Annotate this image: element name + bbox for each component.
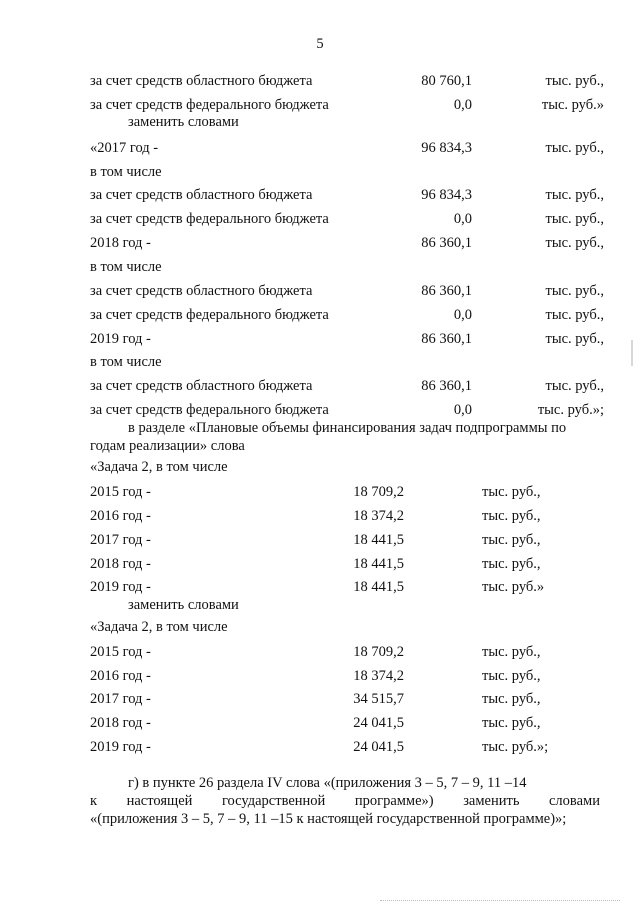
row-unit: тыс. руб.,: [545, 307, 604, 323]
row-unit: тыс. руб.,: [545, 235, 604, 251]
row-label: за счет средств федерального бюджета: [90, 402, 329, 418]
row-unit: тыс. руб.,: [482, 532, 541, 548]
row-unit: тыс. руб.,: [482, 691, 541, 707]
row-label: 2016 год -: [90, 668, 151, 684]
replace-line: [0, 596, 640, 614]
old-year-row: [0, 531, 640, 549]
replace-words-text: заменить словами: [128, 597, 239, 613]
row-unit: тыс. руб.»: [541, 97, 604, 113]
row-value: 86 360,1: [421, 283, 472, 299]
row-unit: тыс. руб.,: [482, 715, 541, 731]
row-label: 2018 год -: [90, 556, 151, 572]
row-value: 80 760,1: [421, 73, 472, 89]
row-value: 18 709,2: [353, 484, 404, 500]
page-number: 5: [316, 36, 324, 52]
section-intro-line2: годам реализации» слова: [90, 438, 245, 454]
row-label: заменить словами: [128, 114, 239, 130]
row-label: 2019 год -: [90, 739, 151, 755]
funding-row: [0, 186, 640, 204]
section-intro-line1: в разделе «Плановые объемы финансирования задач подпрограммы по: [128, 420, 567, 436]
row-value: 86 360,1: [421, 235, 472, 251]
row-label: 2015 год -: [90, 644, 151, 660]
subheading-row: [0, 353, 640, 371]
scan-artifact-mark: [631, 340, 633, 366]
final-para-word: заменить: [463, 793, 520, 809]
row-value: 0,0: [453, 211, 472, 227]
scan-artifact-line: [380, 900, 620, 902]
old-year-row: [0, 578, 640, 596]
row-label: за счет средств федерального бюджета: [90, 307, 329, 323]
row-value: 24 041,5: [353, 715, 404, 731]
funding-row: [0, 330, 640, 348]
funding-row: [0, 234, 640, 252]
row-value: 0,0: [453, 402, 472, 418]
row-value: 86 360,1: [421, 378, 472, 394]
funding-row: [0, 139, 640, 157]
row-value: 24 041,5: [353, 739, 404, 755]
row-value: 18 374,2: [353, 668, 404, 684]
row-label: 2017 год -: [90, 532, 151, 548]
row-label: 2018 год -: [90, 235, 151, 251]
funding-row: [0, 72, 640, 90]
final-para-line2: [90, 792, 600, 810]
task-heading-old: [0, 458, 640, 476]
row-label: 2019 год -: [90, 331, 151, 347]
row-label: 2017 год -: [90, 691, 151, 707]
funding-row: [0, 306, 640, 324]
row-label: «2017 год -: [90, 140, 159, 156]
old-year-row: [0, 555, 640, 573]
task-heading-text: «Задача 2, в том числе: [90, 619, 228, 635]
row-unit: тыс. руб.,: [482, 508, 541, 524]
row-value: 86 360,1: [421, 331, 472, 347]
row-unit: тыс. руб.,: [545, 283, 604, 299]
final-para-word: словами: [549, 793, 600, 809]
row-label: за счет средств федерального бюджета: [90, 211, 329, 227]
row-label: в том числе: [90, 164, 162, 180]
row-label: за счет средств федерального бюджета: [90, 97, 329, 113]
new-year-row: [0, 690, 640, 708]
row-value: 0,0: [453, 307, 472, 323]
funding-row: [0, 210, 640, 228]
row-label: 2016 год -: [90, 508, 151, 524]
row-unit: тыс. руб.,: [545, 211, 604, 227]
funding-row: [0, 401, 640, 419]
old-year-row: [0, 483, 640, 501]
row-value: 96 834,3: [421, 187, 472, 203]
funding-row: [0, 282, 640, 300]
final-para-line3: «(приложения 3 – 5, 7 – 9, 11 –15 к настоящей государственной программе)»;: [90, 811, 567, 827]
row-unit: тыс. руб.»: [482, 579, 545, 595]
section-intro: [90, 419, 600, 455]
new-year-row: [0, 667, 640, 685]
row-label: 2018 год -: [90, 715, 151, 731]
row-label: за счет средств областного бюджета: [90, 187, 313, 203]
row-value: 18 441,5: [353, 532, 404, 548]
final-para-line1-text: г) в пункте 26 раздела IV слова «(приложения 3 – 5, 7 – 9, 11 –14: [128, 775, 527, 791]
old-year-row: [0, 507, 640, 525]
row-value: 18 709,2: [353, 644, 404, 660]
row-unit: тыс. руб.,: [545, 140, 604, 156]
row-label: в том числе: [90, 259, 162, 275]
final-para-word: программе»): [354, 793, 434, 809]
final-para-word: к: [90, 793, 98, 809]
row-label: за счет средств областного бюджета: [90, 73, 313, 89]
row-unit: тыс. руб.,: [482, 668, 541, 684]
row-unit: тыс. руб.,: [482, 556, 541, 572]
row-unit: тыс. руб.,: [545, 73, 604, 89]
row-value: 18 374,2: [353, 508, 404, 524]
row-label: в том числе: [90, 354, 162, 370]
row-value: 0,0: [453, 97, 472, 113]
row-label: за счет средств областного бюджета: [90, 378, 313, 394]
final-para-word: настоящей: [126, 793, 193, 809]
row-unit: тыс. руб.,: [482, 484, 541, 500]
subheading-row: [0, 163, 640, 181]
row-label: за счет средств областного бюджета: [90, 283, 313, 299]
row-unit: тыс. руб.»;: [537, 402, 604, 418]
task-heading-text: «Задача 2, в том числе: [90, 459, 228, 475]
new-year-row: [0, 643, 640, 661]
row-unit: тыс. руб.»;: [482, 739, 549, 755]
new-year-row: [0, 714, 640, 732]
replace-line: [0, 113, 640, 131]
row-value: 34 515,7: [353, 691, 404, 707]
row-label: 2019 год -: [90, 579, 151, 595]
row-value: 18 441,5: [353, 556, 404, 572]
row-value: 18 441,5: [353, 579, 404, 595]
row-label: 2015 год -: [90, 484, 151, 500]
row-unit: тыс. руб.,: [545, 378, 604, 394]
funding-row: [0, 377, 640, 395]
task-heading-new: [0, 618, 640, 636]
new-year-row: [0, 738, 640, 756]
final-para-line1: [90, 774, 600, 792]
final-para-word: государственной: [221, 793, 326, 809]
row-unit: тыс. руб.,: [482, 644, 541, 660]
row-value: 96 834,3: [421, 140, 472, 156]
row-unit: тыс. руб.,: [545, 331, 604, 347]
final-paragraph: [90, 774, 600, 828]
funding-row: [0, 96, 640, 114]
row-unit: тыс. руб.,: [545, 187, 604, 203]
subheading-row: [0, 258, 640, 276]
